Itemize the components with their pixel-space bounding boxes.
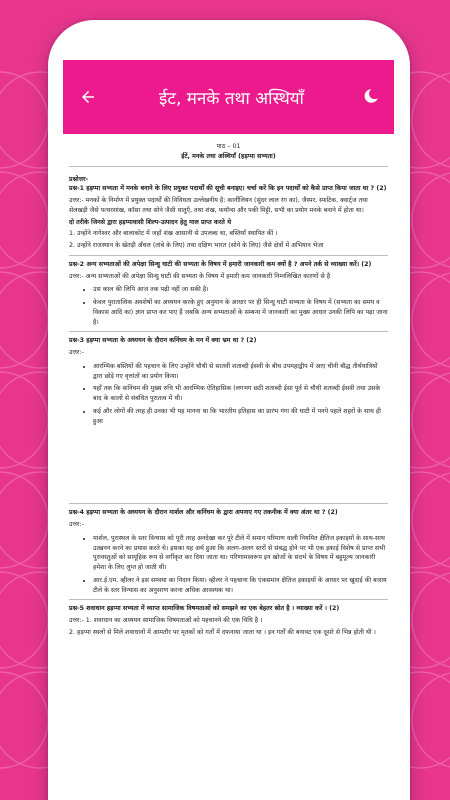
list-item: • केवल पुरातात्विक अवशेषों का अध्ययन करके हुए अनुमान के आधार पर ही सिन्धु घाटी सभ्यता के विषय में (सभ्यता का समय व विकास आदि का) ज्ञान प्राप्त कर पाए हैं जबकि अन्य सभ्यताओं के सम्बन्ध में जानकारी का मुख्य आधार उनकी लिपि का पढ़ा जाना है। [93, 298, 388, 327]
moon-icon[interactable] [362, 87, 382, 107]
question-2: प्रश्न-2 अन्य सभ्यताओं की अपेक्षा सिन्धु घाटी की सभ्यता के विषय में हमारी जानकारी कम क्यों है ? अपने तर्क से व्याख्या करें। (2) [69, 260, 372, 268]
divider [69, 331, 388, 332]
list-item: • कई और लोगों की तरह ही उनका भी यह मानना था कि भारतीय इतिहास का प्रारंभ गंगा की घाटी में पनपे पहले शहरों के साथ ही हुआ [93, 407, 388, 427]
answer-1-point-2: 2. उन्होंने राजस्थान के खेतड़ी अँचल (तांबे के लिए) तथा दक्षिण भारत (सोने के लिए) जैसे क्षेत्रों में अभियान भेजा [69, 242, 324, 249]
divider [69, 503, 388, 504]
answer-5-point-2: 2. हड़प्पा स्थलों से मिले शवाधानों में आमतौर पर मृतकों को गर्तों में दफनाया जाता था । इन गर्तों की बनावट एक दूसरे से भिन्न होती थी । [69, 628, 376, 636]
divider [69, 166, 388, 167]
divider [69, 255, 388, 256]
answer-1-subhead: दो तरीके जिनसे द्वारा हड़प्पावासी शिल्प-उत्पादन हेतु माल प्राप्त करते थे [69, 218, 232, 226]
lesson-content [63, 134, 394, 638]
answer-4-label: उत्तर:- [69, 521, 84, 528]
lesson-number: पाठ – 01 [216, 143, 241, 150]
answer-1: उत्तर:- मनकों के निर्माण में प्रयुक्त पदार्थों की विविधता उल्लेखनीय है: कार्नीलियन (सुंदर लाल रंग का), जैस्पर, स्फटिक, क्वार्ट्ज तथा सेलखड़ी जैसे पत्थरशांख, कॉसा तथा सोने जैसी धातुएँ, तथा शंख, फयॉन्स और पकी मिट्टी, सभी का प्रयोग मनके बनाने में होता था। [69, 197, 368, 214]
question-1: प्रश्न-1 हड़प्पा सभ्यता में मनके बनाने के लिए प्रयुक्त पदार्थों की सूची बनाइए। चर्चा करें कि इन पदार्थों को कैसे प्राप्त किया जाता था ? (2) [69, 185, 387, 193]
answer-4-list [69, 534, 388, 596]
list-item: • मार्शल, पुरास्थल के स्तर विन्यास को पूरी तरह अनदेखा कर पूरे टीले में समान परिमाण वाली नियमित क्षैतिज इकाइयों के साथ-साथ उत्खनन करने का प्रयास करते थे। इसका यह अर्थ हुआ कि अलग-अलग स्तरों से संबद्ध होने पर भी एक इकाई विशेष से प्राप्त सभी पुरावस्तुओं को सामूहिक रूप से वर्गीकृत कर दिया जाता था। परिणामस्वरूप इन खोजों के संदर्भ के विषय में बहुमूल्य जानकारी हमेशा के लिए लुप्त हो जाती थी। [93, 534, 388, 573]
divider [69, 599, 388, 600]
question-3: प्रश्न-3 हड़प्पा सभ्यता के अध्ययन के दौरान कनिंघम के मन में क्या भ्रम था ? (2) [69, 337, 257, 345]
answer-1-point-1: 1. उन्होंने नागेश्वर और बालाकोट में जहाँ शंख आसानी से उपलब्ध था, बस्तियाँ स्थापित कीं । [69, 230, 278, 238]
app-bar [63, 60, 394, 134]
page-title: ईट, मनके तथा अस्थियाँ [159, 88, 304, 109]
app-screen [63, 60, 394, 800]
answer-5-line: उत्तर:- 1. शवाधान का अध्ययन सामाजिक विषमताओं को पहचानने की एक विधि है । [69, 617, 263, 624]
question-4: प्रश्न-4 हड़प्पा सभ्यता के अध्ययन के दौरान मार्शल और कनिंघम के द्वारा अपनाए गए तकनीक में क्या अंतर था ? (2) [69, 509, 338, 517]
list-item: • आर.ई.एम. व्हीलर ने इस समस्या का निदान किया। व्हीलर ने पहचाना कि एकसमान क्षैतिज इकाइयों के आधार पर खुदाई की बजाय टीले के स्तर विन्यास का अनुसरण करना अधिक आवश्यक था। [93, 576, 388, 596]
list-item: • उस काल की लिपि आज तक पढ़ी नहीं जा सकी है। [93, 285, 388, 295]
answer-3-label: उत्तर:- [69, 349, 84, 356]
spacer [69, 429, 388, 499]
list-item: • आरम्भिक बस्तियों की पहचान के लिए उन्होंने चौथी से सातवीं शताब्दी ईसवी के बीच उपमहाद्वीप में आए चीनी बौद्ध तीर्थयात्रियों द्वारा छोड़े गए वृत्तांतों का प्रयोग किया। [93, 362, 388, 382]
lesson-title: ईंटें, मनके तथा अस्थियाँ (हड़प्पा सभ्यता) [181, 152, 276, 160]
question-5: प्रश्न-5 शवाधान हड़प्पा सभ्यता में व्याप्त सामाजिक विषमताओं को समझने का एक बेहतर स्रोत है । व्याख्या करें । (2) [69, 605, 340, 613]
answer-3-list [69, 362, 388, 427]
arrow-left-icon[interactable] [79, 86, 101, 108]
list-item: • यहाँ तक कि कनिंघम की मुख्य रुचि भी आरम्भिक ऐतिहासिक (लगभग छठी शताब्दी ईसा पूर्व से चौथी शताब्दी ईसवी तथा उसके बाद के कालों से संबंधित पुरातत्व में थी। [93, 384, 388, 404]
section-label: प्रश्नोत्तर- [69, 175, 89, 183]
answer-2: उत्तर:- अन्य सभ्यताओं की अपेक्षा सिन्धु घाटी की सभ्यता के विषय में हमारी कम जानकारी निम्नलिखित कारणों से है [69, 272, 331, 280]
answer-2-list [69, 285, 388, 327]
